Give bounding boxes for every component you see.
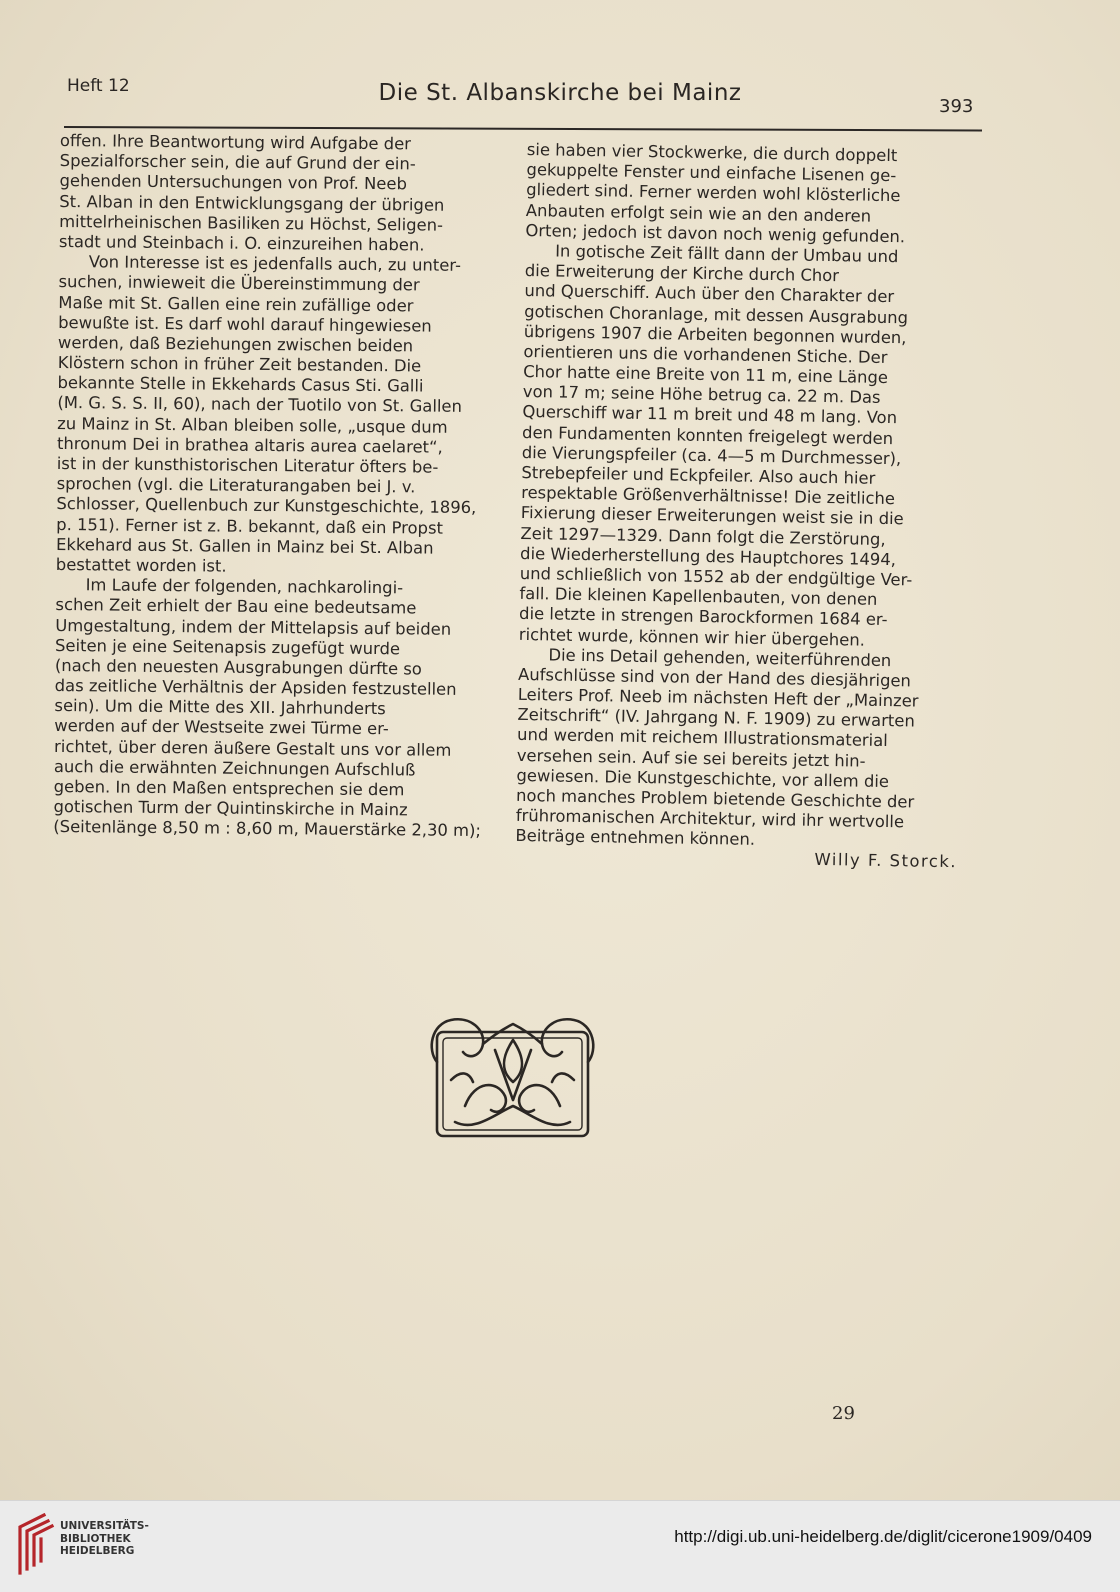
text-line: mittelrheinischen Basiliken zu Höchst, Seligen- [59, 211, 444, 235]
author-signature: Willy F. Storck. [814, 849, 958, 871]
text-line: Zeitschrift“ (IV. Jahrgang N. F. 1909) zu erwarten [517, 705, 915, 731]
text-line: ist in der kunsthistorischen Literatur öfters be- [56, 453, 439, 477]
text-line: stadt und Steinbach i. O. einzureihen haben. [58, 231, 425, 255]
text-line: orientieren uns die vorhandenen Stiche. Der [523, 341, 888, 367]
text-line: gotischen Turm der Quintinskirche in Mainz [53, 797, 408, 820]
text-line: Leiters Prof. Neeb im nächsten Heft der „Mainzer [517, 684, 919, 711]
text-line: (M. G. S. S. II, 60), nach der Tuotilo von St. Gallen [57, 393, 463, 417]
text-line: werden auf der Westseite zwei Türme er- [54, 716, 389, 739]
text-line: die letzte in strengen Barockformen 1684 er- [518, 604, 888, 630]
printed-page-number: 29 [832, 1403, 855, 1424]
text-line: Aufschlüsse sind von der Hand des diesjährigen [517, 664, 912, 691]
text-line: (nach den neuesten Ausgrabungen dürfte so [54, 655, 422, 679]
text-line: auch die erwähnten Zeichnungen Aufschluß [53, 756, 416, 780]
text-line: Beiträge entnehmen können. [515, 826, 756, 850]
text-line: gehenden Untersuchungen von Prof. Neeb [59, 171, 408, 194]
text-line: Schlosser, Quellenbuch zur Kunstgeschichte, 1896, [56, 494, 477, 518]
text-line: Umgestaltung, indem der Mittelapsis auf beiden [55, 615, 452, 639]
text-line: p. 151). Ferner ist z. B. bekannt, daß ein Propst [56, 514, 444, 538]
text-line: von 17 m; seine Höhe betrug ca. 22 m. Das [522, 382, 881, 408]
text-line: respektable Größenverhältnisse! Die zeitliche [520, 483, 896, 509]
header-rule [64, 126, 982, 132]
text-line: bestattet worden ist. [55, 554, 227, 576]
text-line: Spezialforscher sein, die auf Grund der ein- [59, 151, 416, 174]
permalink-url[interactable]: http://digi.ub.uni-heidelberg.de/diglit/cicerone1909/0409 [674, 1527, 1092, 1546]
text-line: Maße mit St. Gallen eine rein zufällige oder [58, 292, 414, 315]
library-name [60, 1520, 149, 1558]
text-line: und schließlich von 1552 ab der endgültige Ver- [519, 563, 913, 590]
left-text-column [53, 131, 505, 842]
text-line: den Fundamenten konnten freigelegt werden [521, 422, 894, 448]
library-name-line: BIBLIOTHEK [60, 1532, 131, 1545]
text-line: richtet, über deren äußere Gestalt uns vor allem [54, 736, 452, 760]
text-line: versehen sein. Auf sie sei bereits jetzt hin- [516, 745, 866, 771]
text-line: gotischen Choranlage, mit dessen Ausgrabung [524, 301, 909, 327]
text-line: Chor hatte eine Breite von 11 m, eine Länge [523, 362, 889, 388]
text-line: übrigens 1907 die Arbeiten begonnen wurden, [523, 321, 907, 348]
text-line: bekannte Stelle in Ekkehards Casus Sti. Galli [57, 373, 424, 396]
text-line: suchen, inwieweit die Übereinstimmung der [58, 272, 420, 295]
text-line: Orten; jedoch ist davon noch wenig gefunden. [525, 220, 906, 247]
text-line: In gotische Zeit fällt dann der Umbau und [555, 241, 899, 267]
text-line: Zeit 1297—1329. Dann folgt die Zerstörung, [520, 523, 886, 549]
text-line: die Wiederherstellung des Hauptchores 1494, [519, 543, 897, 569]
text-line: schen Zeit erhielt der Bau eine bedeutsame [55, 595, 417, 618]
text-line: und Querschiff. Auch über den Charakter der [524, 281, 895, 307]
issue-label: Heft 12 [67, 76, 130, 96]
text-line: offen. Ihre Beantwortung wird Aufgabe der [59, 131, 412, 154]
text-line: das zeitliche Verhältnis der Apsiden festzustellen [54, 676, 457, 699]
text-line: Strebepfeiler und Eckpfeiler. Also auch hier [521, 462, 876, 488]
text-line: sie haben vier Stockwerke, die durch doppelt [526, 140, 898, 166]
text-line: Querschiff war 11 m breit und 48 m lang. Von [522, 402, 898, 428]
text-line: Ekkehard aus St. Gallen in Mainz bei St. Alban [55, 534, 434, 558]
text-line: gewiesen. Die Kunstgeschichte, vor allem die [516, 765, 890, 791]
text-line: (Seitenlänge 8,50 m : 8,60 m, Mauerstärke 2,30 m); [53, 817, 482, 841]
right-text-column [515, 140, 973, 872]
digitization-footer [0, 1500, 1120, 1592]
text-line: Fixierung dieser Erweiterungen weist sie in die [520, 503, 904, 529]
text-line: Von Interesse ist es jedenfalls auch, zu unter- [88, 252, 462, 275]
text-line: sprochen (vgl. die Literaturangaben bei J. v. [56, 474, 416, 497]
text-line: die Erweiterung der Kirche durch Chor [524, 261, 840, 286]
text-line: richtet wurde, können wir hier übergehen. [518, 624, 866, 650]
text-line: gekuppelte Fenster und einfache Lisenen ge- [526, 160, 897, 186]
text-line: thronum Dei in brathea altaris aurea caelaret“, [56, 433, 443, 457]
text-line: frühromanischen Architektur, wird ihr wertvolle [515, 806, 905, 832]
text-line: Klöstern schon in früher Zeit bestanden. Die [57, 353, 422, 376]
text-line: werden, daß Beziehungen zwischen beiden [57, 332, 414, 356]
text-line: sein). Um die Mitte des XII. Jahrhunderts [54, 696, 386, 719]
library-name-line: HEIDELBERG [60, 1545, 135, 1557]
text-line: St. Alban in den Entwicklungsgang der übrigen [59, 191, 445, 215]
text-line: Anbauten erfolgt sein wie an den anderen [525, 200, 872, 226]
text-line: zu Mainz in St. Alban bleiben solle, „usque dum [57, 413, 448, 437]
ub-heidelberg-logo-icon [14, 1513, 56, 1575]
page-number: 393 [939, 96, 974, 117]
text-line: und werden mit reichem Illustrationsmaterial [516, 725, 888, 751]
text-line: bewußte ist. Es darf wohl darauf hingewiesen [58, 312, 432, 336]
text-line: gliedert sind. Ferner werden wohl klösterliche [526, 180, 901, 206]
text-line: geben. In den Maßen entsprechen sie dem [53, 776, 405, 800]
art-nouveau-ornament-icon [425, 1010, 600, 1140]
text-line: Seiten je eine Seitenapsis zugefügt wurde [54, 635, 401, 658]
page-title: Die St. Albanskirche bei Mainz [378, 80, 742, 106]
text-line: die Vierungspfeiler (ca. 4—5 m Durchmesser), [521, 442, 902, 469]
text-line: fall. Die kleinen Kapellenbauten, von denen [519, 584, 878, 609]
text-line: Im Laufe der folgenden, nachkarolingi- [85, 575, 404, 598]
text-line: noch manches Problem bietende Geschichte der [515, 785, 915, 812]
text-line: Die ins Detail gehenden, weiterführenden [548, 645, 892, 670]
library-name-line: UNIVERSITÄTS- [60, 1520, 149, 1532]
